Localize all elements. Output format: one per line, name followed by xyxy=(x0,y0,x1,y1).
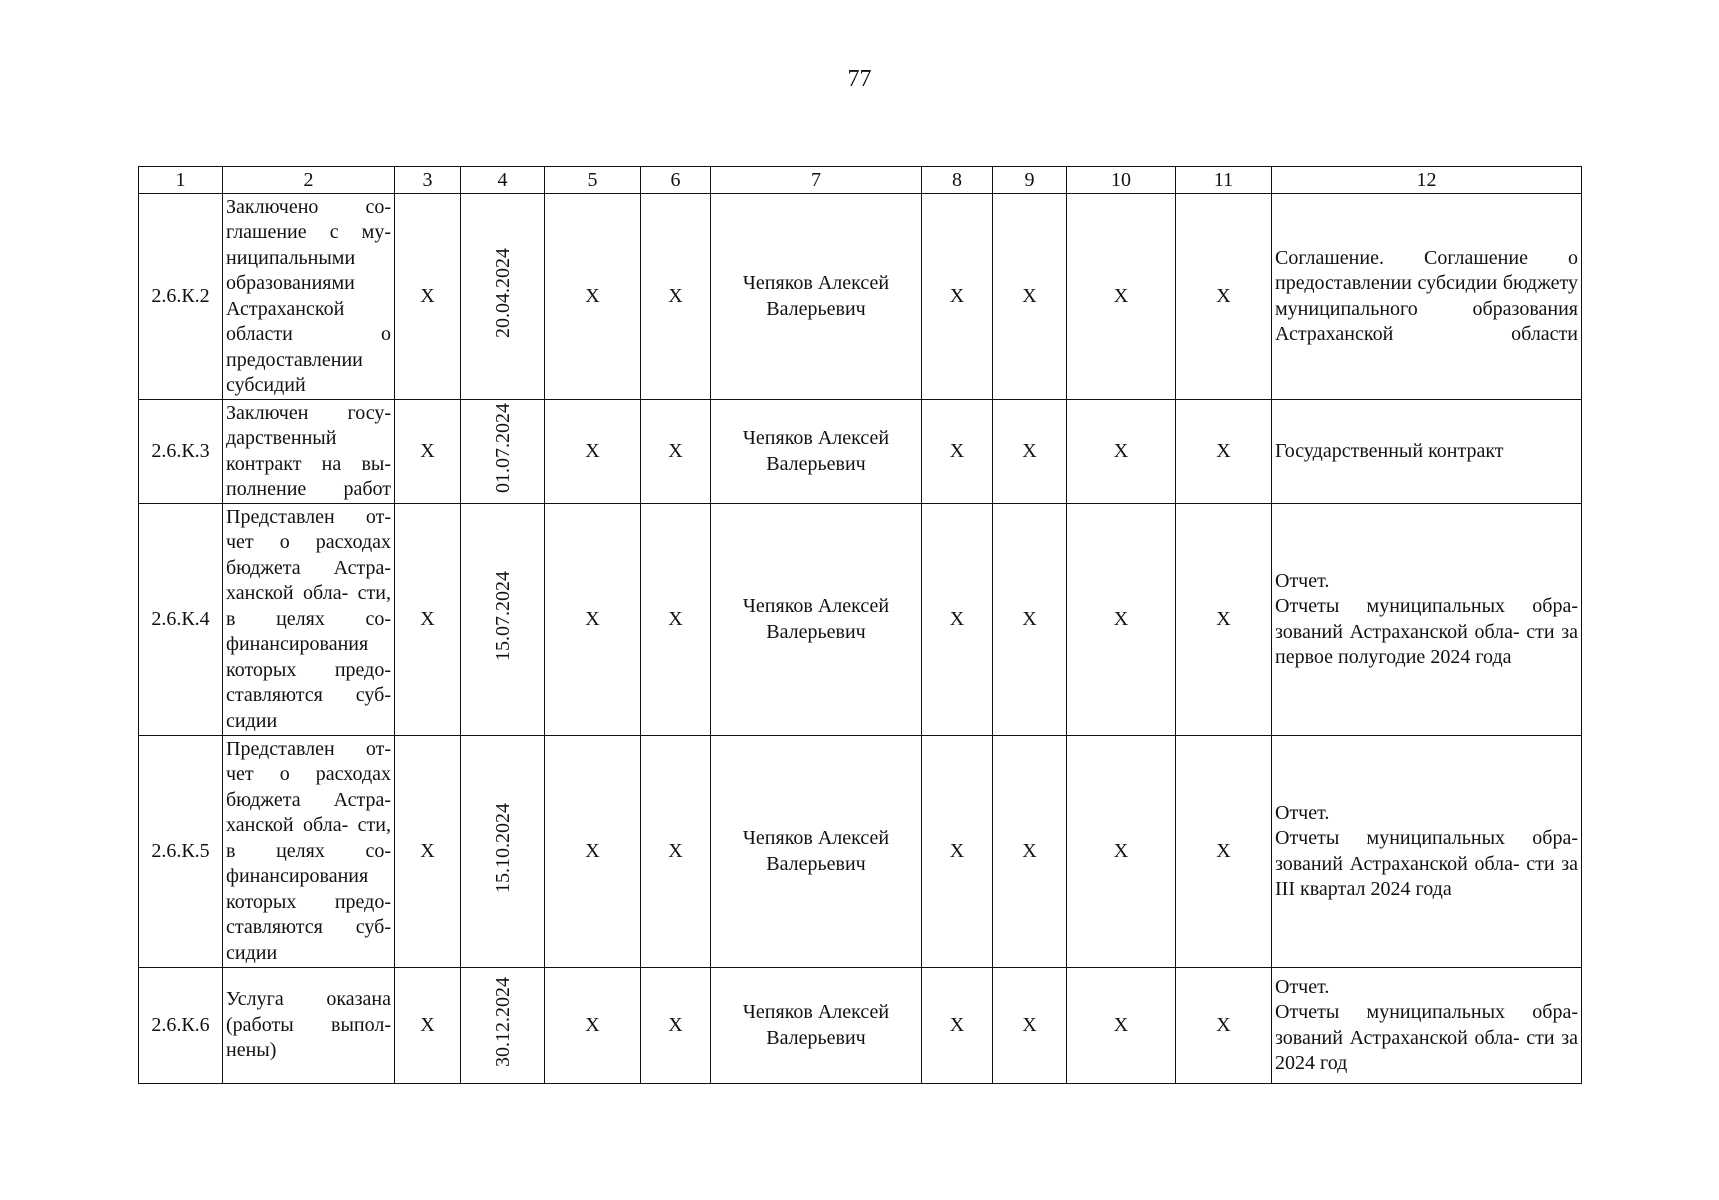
row-responsible: Чепяков Алексей Валерьевич xyxy=(711,968,922,1084)
column-header: 8 xyxy=(922,167,993,194)
cell-x: X xyxy=(1067,504,1176,736)
row-description: Заключено со- глашение с му- ниципальными образованиями Астраханской области о предоставлении субсидий xyxy=(223,194,395,400)
result-heading: Отчет. xyxy=(1275,801,1330,824)
page-number: 77 xyxy=(847,66,872,92)
cell-x: X xyxy=(545,504,641,736)
row-date xyxy=(461,736,545,968)
cell-x: X xyxy=(922,736,993,968)
row-code: 2.6.К.2 xyxy=(139,194,223,400)
cell-x: X xyxy=(395,504,461,736)
cell-x: X xyxy=(993,736,1067,968)
cell-x: X xyxy=(395,968,461,1084)
results-table xyxy=(138,166,1582,1084)
row-description: Услуга оказана (работы выпол- нены) xyxy=(223,968,395,1084)
row-result xyxy=(1272,968,1582,1084)
row-code: 2.6.К.5 xyxy=(139,736,223,968)
cell-x: X xyxy=(993,968,1067,1084)
result-text: Отчеты муниципальных обра- зований Астраханской обла- сти за первое полугодие 2024 года xyxy=(1275,595,1578,668)
row-code: 2.6.К.3 xyxy=(139,400,223,504)
cell-x: X xyxy=(641,194,711,400)
table-row xyxy=(139,194,1582,400)
row-code: 2.6.К.6 xyxy=(139,968,223,1084)
date-text: 20.04.2024 xyxy=(491,247,514,338)
cell-x: X xyxy=(1067,400,1176,504)
result-heading: Отчет. xyxy=(1275,975,1330,998)
header-row xyxy=(139,167,1582,194)
cell-x: X xyxy=(1067,194,1176,400)
column-header: 12 xyxy=(1272,167,1582,194)
row-date xyxy=(461,968,545,1084)
cell-x: X xyxy=(1176,968,1272,1084)
cell-x: X xyxy=(922,504,993,736)
cell-x: X xyxy=(1176,400,1272,504)
cell-x: X xyxy=(545,194,641,400)
column-header: 3 xyxy=(395,167,461,194)
cell-x: X xyxy=(1067,968,1176,1084)
table-row xyxy=(139,400,1582,504)
row-date xyxy=(461,400,545,504)
cell-x: X xyxy=(545,400,641,504)
column-header: 2 xyxy=(223,167,395,194)
row-responsible: Чепяков Алексей Валерьевич xyxy=(711,400,922,504)
column-header: 10 xyxy=(1067,167,1176,194)
date-text: 15.07.2024 xyxy=(491,570,514,661)
cell-x: X xyxy=(1067,736,1176,968)
cell-x: X xyxy=(545,736,641,968)
row-responsible: Чепяков Алексей Валерьевич xyxy=(711,504,922,736)
row-code: 2.6.К.4 xyxy=(139,504,223,736)
row-description: Представлен от- чет о расходах бюджета Астра- ханской обла- сти, в целях со- финансирования которых предо- ставляются суб- сидии xyxy=(223,736,395,968)
cell-x: X xyxy=(1176,504,1272,736)
date-text: 15.10.2024 xyxy=(491,802,514,893)
cell-x: X xyxy=(993,400,1067,504)
result-heading: Отчет. xyxy=(1275,569,1330,592)
row-responsible: Чепяков Алексей Валерьевич xyxy=(711,736,922,968)
cell-x: X xyxy=(641,400,711,504)
cell-x: X xyxy=(395,736,461,968)
cell-x: X xyxy=(993,504,1067,736)
cell-x: X xyxy=(395,400,461,504)
column-header: 7 xyxy=(711,167,922,194)
row-description: Заключен госу- дарственный контракт на вы- полнение работ xyxy=(223,400,395,504)
table-row xyxy=(139,504,1582,736)
row-result xyxy=(1272,400,1582,504)
result-text: Отчеты муниципальных обра- зований Астраханской обла- сти за III квартал 2024 года xyxy=(1275,827,1578,900)
column-header: 5 xyxy=(545,167,641,194)
cell-x: X xyxy=(641,504,711,736)
cell-x: X xyxy=(641,736,711,968)
cell-x: X xyxy=(1176,194,1272,400)
row-result xyxy=(1272,736,1582,968)
result-text: Государственный контракт xyxy=(1275,439,1504,462)
cell-x: X xyxy=(922,968,993,1084)
cell-x: X xyxy=(545,968,641,1084)
cell-x: X xyxy=(993,194,1067,400)
row-responsible: Чепяков Алексей Валерьевич xyxy=(711,194,922,400)
result-text: Соглашение. Соглашение о предоставлении субсидии бюджету муниципального образования Астраханской области xyxy=(1275,246,1578,345)
cell-x: X xyxy=(922,194,993,400)
date-text: 30.12.2024 xyxy=(491,976,514,1067)
row-result xyxy=(1272,194,1582,400)
cell-x: X xyxy=(395,194,461,400)
row-date xyxy=(461,194,545,400)
row-date xyxy=(461,504,545,736)
date-text: 01.07.2024 xyxy=(491,402,514,493)
column-header: 1 xyxy=(139,167,223,194)
cell-x: X xyxy=(922,400,993,504)
result-text: Отчеты муниципальных обра- зований Астраханской обла- сти за 2024 год xyxy=(1275,1001,1578,1074)
column-header: 11 xyxy=(1176,167,1272,194)
row-description: Представлен от- чет о расходах бюджета Астра- ханской обла- сти, в целях со- финансирования которых предо- ставляются суб- сидии xyxy=(223,504,395,736)
table-row xyxy=(139,968,1582,1084)
column-header: 6 xyxy=(641,167,711,194)
column-header: 4 xyxy=(461,167,545,194)
column-header: 9 xyxy=(993,167,1067,194)
table-row xyxy=(139,736,1582,968)
cell-x: X xyxy=(641,968,711,1084)
cell-x: X xyxy=(1176,736,1272,968)
row-result xyxy=(1272,504,1582,736)
